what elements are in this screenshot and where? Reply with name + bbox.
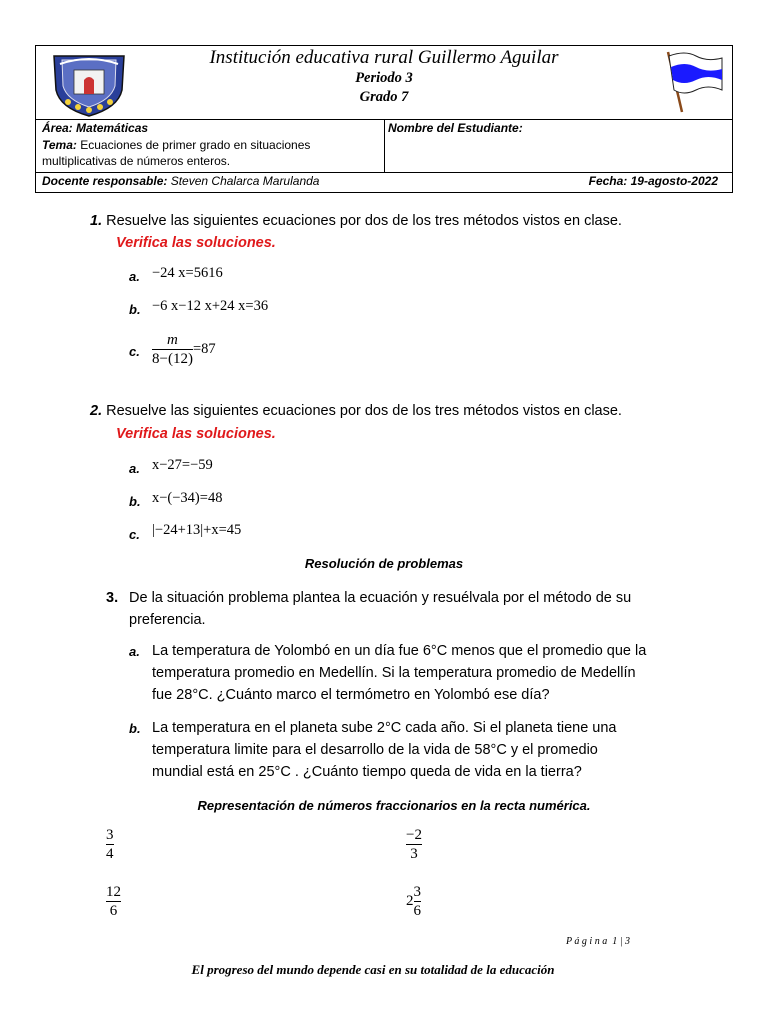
- question-1-number: 1.: [90, 213, 103, 229]
- problem-a-label: a.: [129, 644, 140, 659]
- problem-a-line1: La temperatura de Yolombó en un día fue 6°C menos que el promedio que la: [152, 643, 647, 659]
- question-3-number: 3.: [106, 590, 119, 606]
- q1-item-c-denominator: 8−(12): [152, 351, 193, 367]
- q1-item-c-fraction: [152, 331, 193, 368]
- q2-item-c-label: c.: [129, 527, 140, 542]
- question-3-intro-line2: preferencia.: [129, 612, 206, 628]
- problem-a-line2: temperatura promedio en Medellín. Si la temperatura promedio de Medellín: [152, 665, 636, 681]
- teacher-value: Steven Chalarca Marulanda: [170, 174, 320, 188]
- problem-b-label: b.: [129, 721, 141, 736]
- institution-title: Institución educativa rural Guillermo Aguilar: [209, 47, 559, 68]
- topic-label: Tema:: [42, 138, 77, 152]
- mixed-fraction-num: 3: [413, 884, 421, 900]
- q1-item-b-expr: −6 x−12 x+24 x=36: [152, 298, 269, 314]
- page-number: P á g i n a 1 | 3: [566, 936, 630, 947]
- area-value: Matemáticas: [76, 121, 149, 135]
- problem-b-text: [152, 717, 672, 783]
- q2-item-a-expr: x−27=−59: [152, 457, 213, 473]
- question-3-intro-line1: De la situación problema plantea la ecuación y resuélvala por el método de su: [129, 590, 632, 606]
- question-2-text: Resuelve las siguientes ecuaciones por dos de los tres métodos vistos en clase.: [106, 403, 622, 419]
- q1-item-a-expr: −24 x=5616: [152, 265, 223, 281]
- fractions-heading: Representación de números fraccionarios en la recta numérica.: [197, 798, 591, 813]
- q2-item-b-label: b.: [129, 494, 141, 509]
- q1-item-c-label: c.: [129, 344, 140, 359]
- question-2-verify: Verifica las soluciones.: [116, 426, 276, 442]
- mixed-fraction-den: 6: [413, 903, 421, 919]
- topic-field: [42, 137, 372, 169]
- problems-heading: Resolución de problemas: [304, 556, 464, 571]
- q1-item-b-label: b.: [129, 302, 141, 317]
- fraction-3-4-den: 4: [106, 846, 114, 862]
- q1-item-c-rhs: =87: [192, 341, 216, 357]
- student-name-label: Nombre del Estudiante:: [388, 121, 523, 135]
- mixed-fraction-2-3-6: [406, 883, 421, 920]
- q1-item-c-numerator: m: [167, 332, 178, 348]
- fraction-12-6-num: 12: [106, 884, 121, 900]
- fraction-12-6-den: 6: [109, 903, 118, 919]
- problem-b-line2: temperatura limite para el desarrollo de la vida de 58°C y el promedio: [152, 742, 598, 758]
- question-1-verify: Verifica las soluciones.: [116, 235, 276, 251]
- fraction-3-4: [106, 826, 114, 863]
- problem-a-line3: fue 28°C. ¿Cuánto marco el termómetro en Yolombó ese día?: [152, 687, 550, 703]
- mixed-fraction-whole: 2: [406, 893, 414, 909]
- question-2: [90, 403, 622, 419]
- q1-item-a-label: a.: [129, 269, 140, 284]
- grade-label: Grado 7: [359, 89, 409, 105]
- teacher-field: [42, 174, 319, 188]
- question-1-text: Resuelve las siguientes ecuaciones por dos de los tres métodos vistos en clase.: [106, 213, 622, 229]
- fraction-12-6: [106, 883, 121, 920]
- fraction-neg2-3-num: −2: [406, 827, 422, 843]
- area-field: [42, 121, 148, 135]
- fraction-neg2-3: [406, 826, 422, 863]
- q1-item-c-expr: [152, 331, 216, 368]
- q2-item-a-label: a.: [129, 461, 140, 476]
- footer-motto: El progreso del mundo depende casi en su totalidad de la educación: [191, 962, 555, 977]
- q2-item-c-expr: |−24+13|+x=45: [152, 522, 242, 538]
- problem-b-line1: La temperatura en el planeta sube 2°C cada año. Si el planeta tiene una: [152, 720, 617, 736]
- date-label: Fecha: 19-agosto-2022: [588, 174, 718, 188]
- teacher-label: Docente responsable:: [42, 174, 168, 188]
- fraction-neg2-3-den: 3: [410, 846, 418, 862]
- question-2-number: 2.: [90, 403, 103, 419]
- problem-a-text: [152, 640, 672, 706]
- period-label: Periodo 3: [355, 70, 413, 86]
- question-1: [90, 213, 622, 229]
- problem-b-line3: mundial está en 25°C . ¿Cuánto tiempo queda de vida en la tierra?: [152, 764, 582, 780]
- topic-value-line2: multiplicativas de números enteros.: [42, 154, 231, 168]
- question-3-intro: [129, 587, 649, 631]
- q2-item-b-expr: x−(−34)=48: [152, 490, 223, 506]
- topic-value-line1: Ecuaciones de primer grado en situaciones: [80, 138, 311, 152]
- area-label: Área:: [42, 121, 73, 135]
- fraction-3-4-num: 3: [106, 827, 114, 843]
